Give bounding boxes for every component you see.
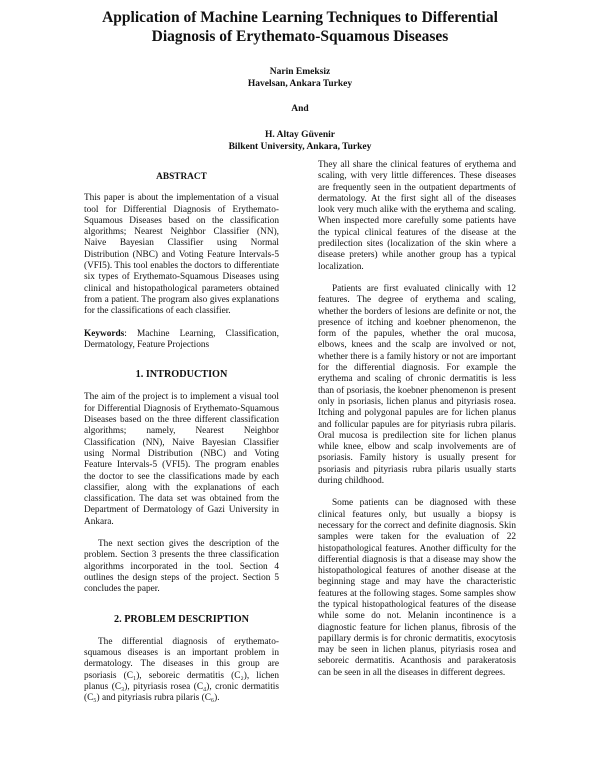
title-line-2: Diagnosis of Erythemato-Squamous Diseases [151,28,449,45]
author-2-affiliation: Bilkent University, Ankara, Turkey [228,142,372,152]
introduction-heading: 1. INTRODUCTION [135,369,228,381]
right-paragraph-1: They all share the clinical features of erythema and scaling, with very little differences. These diseases are frequently seen in the outpatient departments of dermatology. At the first sight all of the diseases look very much alike with the erythema and scaling. When inspected more carefully some patients have the typical clinical features of the disease at the predilection sites (localization of the skin where a disease preters) while another group has a typical localization. [318,160,516,272]
author-separator: And [291,104,309,114]
abstract-heading: ABSTRACT [156,172,207,182]
keywords-text: : Machine Learning, Classification, Dermatology, Feature Projections [84,328,279,350]
introduction-paragraph-1: The aim of the project is to implement a visual tool for Differential Diagnosis of Erythemato-Squamous Diseases based on the three different classification algorithms; namely, Nearest Neighbor Classification (NN), Naive Bayesian Classifier using Normal Distribution (NBC) and Voting Feature Intervals-5 (VFI5). The program enables the doctor to see the classifications made by each classifier, along with the explanations of each classification. The data set was obtained from the Department of Dermatology of Gazi University in Ankara. [84,392,279,527]
right-paragraph-3: Some patients can be diagnosed with these clinical features only, but usually a biopsy is necessary for the correct and definite diagnosis. Skin samples were taken for the evaluation of 22 histopathological features. Another difficulty for the differential diagnosis is that a disease may show the histopathological features of another disease at the beginning stage and may have the characteristic features at the following stages. Some samples show the typical histopathological features of the disease while some do not. Melanin incontinence is a diagnostic feature for lichen planus, fibrosis of the papillary dermis is for chronic dermatitis, exocytosis may be seen in lichen planus, pityriasis rosea and seboreic dermatitis. Acanthosis and parakeratosis can be seen in all the diseases in different degrees. [318,498,516,678]
keywords-label: Keywords [84,328,125,339]
left-column [84,160,279,716]
author-2-name: H. Altay Güvenir [265,130,335,140]
title-line-1: Application of Machine Learning Techniques to Differential [102,9,498,26]
problem-paragraph-1: The differential diagnosis of erythemato-squamous diseases is an important problem in dermatology. The diseases in this group are psoriasis (C₁), seboreic dermatitis (C₂), lichen planus (C₃), pityriasis rosea (C₄), cronic dermatitis (C₅) and pityriasis rubra pilaris (C₆). [84,636,279,704]
author-1-affiliation: Havelsan, Ankara Turkey [247,79,353,89]
right-column [318,160,516,690]
problem-description-heading: 2. PROBLEM DESCRIPTION [114,613,249,625]
introduction-paragraph-2: The next section gives the description of the problem. Section 3 presents the three classification algorithms incorporated in the tool. Section 4 outlines the design steps of the project. Section 5 concludes the paper. [84,539,279,595]
right-paragraph-2: Patients are first evaluated clinically with 12 features. The degree of erythema and scaling, whether the borders of lesions are definite or not, the presence of itching and koebner phenomenon, the form of the papules, whether the oral mucosa, elbows, knees and the scalp are involved or not, whether there is a family history or not are important for the differential diagnosis. For example the erythema and scaling of chronic dermatitis is less than of psoriasis, the koebner phenomenon is present only in psoriasis, lichen planus and pityriasis rosea. Itching and polygonal papules are for lichen planus and follicular papules are for pityriasis rubra pilaris. Oral mucosa is predilection site for lichen planus while knee, elbow and scalp involvements are of psoriasis. Family history is usually present for psoriasis and pityriasis rubra pilaris usually starts during childhood. [318,283,516,487]
paper-title [40,8,560,46]
author-block [100,66,500,153]
author-1-name: Narin Emeksiz [269,67,331,77]
keywords-paragraph [84,329,279,352]
abstract-text: This paper is about the implementation of a visual tool for Differential Diagnosis of Erythemato-Squamous Diseases based on the classification algorithms; Nearest Neighbor Classifier (NN), Naive Bayesian Classifier using Normal Distribution (NBC) and Voting Feature Intervals-5 (VFI5). This tool enables the doctors to differentiate six types of Erythemato-Squamous Diseases using clinical and histopathological parameters obtained from a patient. The program also gives explanations for the classifications of each classifier. [84,193,279,317]
